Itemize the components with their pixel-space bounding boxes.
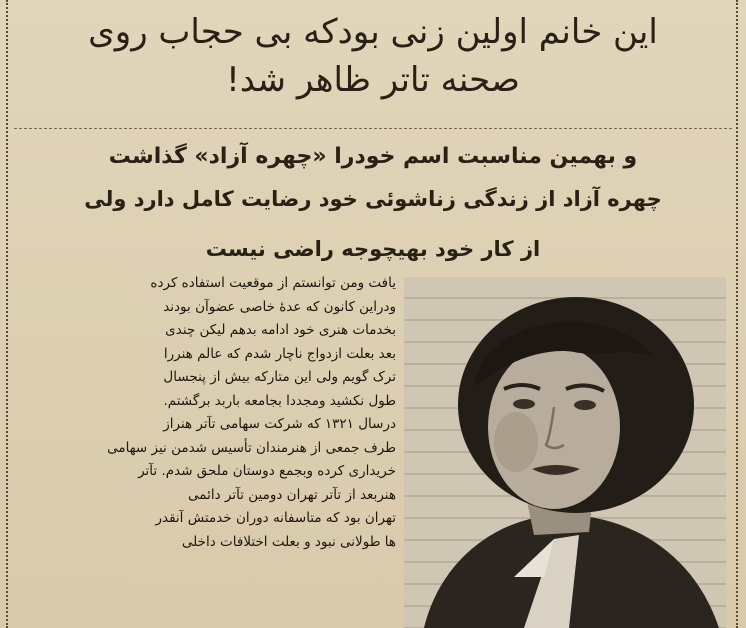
body-line: طول نکشید ومجددا بجامعه باربد برگشتم.	[163, 392, 396, 409]
portrait-photo	[404, 277, 726, 628]
body-line: ترک گویم ولی این متارکه بیش از پنجسال	[163, 369, 396, 385]
body-line: بخدمات هنری خود ادامه بدهم لیکن چندی	[165, 322, 396, 338]
body-line: بعد بعلت ازدواج ناچار شدم که عالم هنررا	[163, 345, 396, 362]
headline	[20, 8, 726, 104]
subhead-line-1: و بهمین مناسبت اسم خودرا «چهره آزاد» گذاشت	[108, 144, 638, 169]
portrait-illustration	[404, 277, 726, 628]
headline-line-1: این خانم اولین زنی بودکه بی حجاب روی	[88, 12, 658, 52]
right-border-rule	[736, 0, 740, 628]
headline-line-2: صحنه تاتر ظاهر شد!	[226, 60, 520, 100]
section-divider	[14, 128, 732, 129]
body-line: یافت ومن توانستم از موقعیت استفاده کرده	[150, 275, 396, 291]
subhead-line-3: از کار خود بهیچوجه راضی نیست	[205, 237, 541, 261]
body-line: ودراین کانون که عدهٔ خاصی عضوآن بودند	[163, 298, 396, 315]
subhead-line-2: چهره آزاد از زندگی زناشوئی خود رضایت کامل دارد ولی	[84, 187, 662, 211]
body-line: ها طولانی نبود و بعلت اختلافات داخلی	[181, 533, 396, 550]
body-line: طرف جمعی از هنرمندان تأسیس شدمن نیز سهامی	[107, 439, 396, 456]
body-line: هنربعد از تآتر تهران دومین تآتر دائمی	[188, 486, 396, 503]
article-body	[8, 272, 396, 554]
body-line: درسال ۱۳۲۱ که شرکت سهامی تآتر هنراز	[163, 416, 396, 432]
body-line: خریداری کرده وبجمع دوستان ملحق شدم. تآتر	[138, 463, 396, 479]
body-line: تهران بود که متاسفانه دوران خدمتش آنقدر	[155, 510, 396, 526]
